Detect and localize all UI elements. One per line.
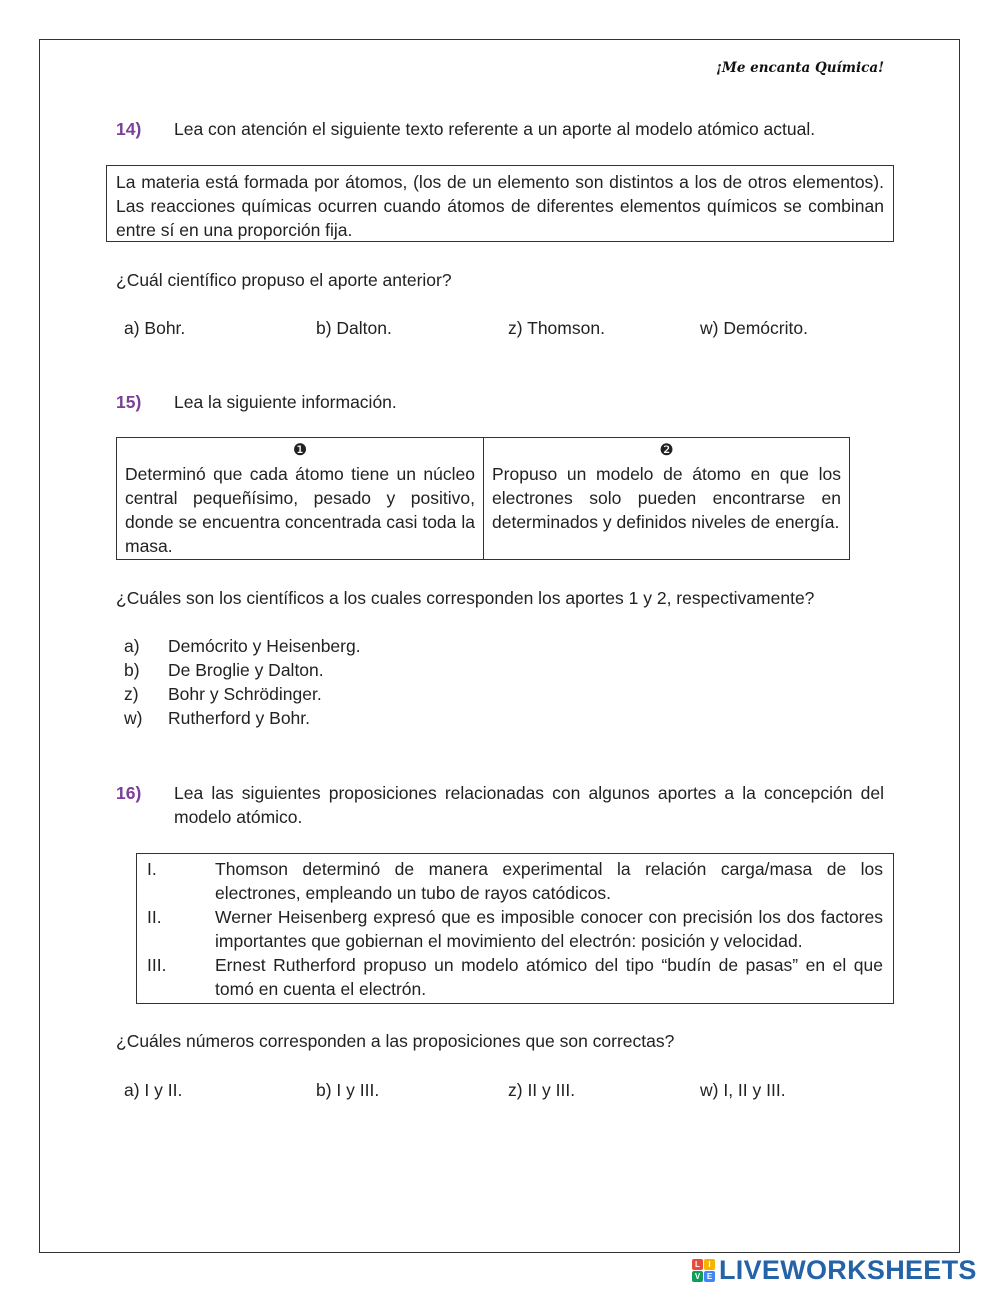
- option-text: Bohr y Schrödinger.: [168, 684, 322, 704]
- liveworksheets-logo[interactable]: [692, 1255, 977, 1285]
- option-letter: w): [124, 708, 143, 728]
- number-one-icon: ❶: [292, 442, 308, 459]
- q15-question: ¿Cuáles son los científicos a los cuales corresponden los aportes 1 y 2, respectivamente?: [116, 588, 815, 608]
- q14-option-w[interactable]: w) Demócrito.: [700, 318, 808, 338]
- q15-info-table: [116, 437, 850, 560]
- option-letter: z): [124, 684, 139, 704]
- q15-cell-1: [117, 438, 483, 559]
- q16-option-b[interactable]: b) I y III.: [316, 1080, 380, 1100]
- q16-proposition-3: [147, 953, 883, 1001]
- option-text: Demócrito y Heisenberg.: [168, 636, 361, 656]
- q16-propositions-box: [136, 853, 894, 1004]
- q14-option-z[interactable]: z) Thomson.: [508, 318, 605, 338]
- logo-tile: V: [692, 1271, 703, 1282]
- q15-option-z[interactable]: [124, 682, 524, 706]
- q16-question: ¿Cuáles números corresponden a las proposiciones que son correctas?: [116, 1031, 675, 1051]
- q14-passage-box: [106, 165, 894, 242]
- proposition-text: Thomson determinó de manera experimental la relación carga/masa de los electrones, empleando un tubo de rayos catódicos.: [215, 859, 883, 903]
- q16-option-a[interactable]: a) I y II.: [124, 1080, 183, 1100]
- option-text: De Broglie y Dalton.: [168, 660, 324, 680]
- q14-passage: La materia está formada por átomos, (los de un elemento son distintos a los de otros elementos). Las reacciones químicas ocurren cuando átomos de diferentes elementos químicos se combinan entre sí en una proporción fija.: [116, 172, 884, 240]
- q16-number: 16): [116, 783, 142, 803]
- proposition-number: III.: [147, 955, 167, 975]
- q15-options-list: [124, 634, 524, 730]
- q14-number: 14): [116, 119, 142, 139]
- q14-question: ¿Cuál científico propuso el aporte anterior?: [116, 270, 452, 290]
- option-letter: a): [124, 636, 140, 656]
- q14-option-b[interactable]: b) Dalton.: [316, 318, 392, 338]
- logo-tile: L: [692, 1259, 703, 1270]
- q15-option-w[interactable]: [124, 706, 524, 730]
- proposition-text: Ernest Rutherford propuso un modelo atómico del tipo “budín de pasas” en el que tomó en cuenta el electrón.: [215, 955, 883, 999]
- q15-number: 15): [116, 392, 142, 412]
- liveworksheets-icon: [692, 1259, 715, 1282]
- q16-prompt: Lea las siguientes proposiciones relacionadas con algunos aportes a la concepción del modelo atómico.: [174, 783, 884, 827]
- proposition-number: II.: [147, 907, 162, 927]
- q15-option-b[interactable]: [124, 658, 524, 682]
- q15-cell-2-text: Propuso un modelo de átomo en que los electrones solo pueden encontrarse en determinados y definidos niveles de energía.: [492, 464, 841, 532]
- q16-proposition-1: [147, 857, 883, 905]
- q15-cell-1-text: Determinó que cada átomo tiene un núcleo central pequeñísimo, pesado y positivo, donde se encuentra concentrada casi toda la masa.: [125, 464, 475, 556]
- proposition-text: Werner Heisenberg expresó que es imposible conocer con precisión los dos factores importantes que gobiernan el movimiento del electrón: posición y velocidad.: [215, 907, 883, 951]
- q16-proposition-2: [147, 905, 883, 953]
- header-tagline: ¡Me encanta Química!: [715, 60, 884, 76]
- q16-option-w[interactable]: w) I, II y III.: [700, 1080, 786, 1100]
- option-letter: b): [124, 660, 140, 680]
- q16-option-z[interactable]: z) II y III.: [508, 1080, 576, 1100]
- proposition-number: I.: [147, 859, 157, 879]
- q14-option-a[interactable]: a) Bohr.: [124, 318, 186, 338]
- q15-prompt: Lea la siguiente información.: [174, 392, 397, 412]
- logo-tile: E: [704, 1271, 715, 1282]
- q14-prompt: Lea con atención el siguiente texto referente a un aporte al modelo atómico actual.: [174, 119, 816, 139]
- q15-cell-2: [483, 438, 849, 559]
- logo-tile: I: [704, 1259, 715, 1270]
- option-text: Rutherford y Bohr.: [168, 708, 311, 728]
- number-two-icon: ❷: [659, 442, 674, 459]
- q15-option-a[interactable]: [124, 634, 524, 658]
- liveworksheets-brand: LIVEWORKSHEETS: [719, 1255, 977, 1285]
